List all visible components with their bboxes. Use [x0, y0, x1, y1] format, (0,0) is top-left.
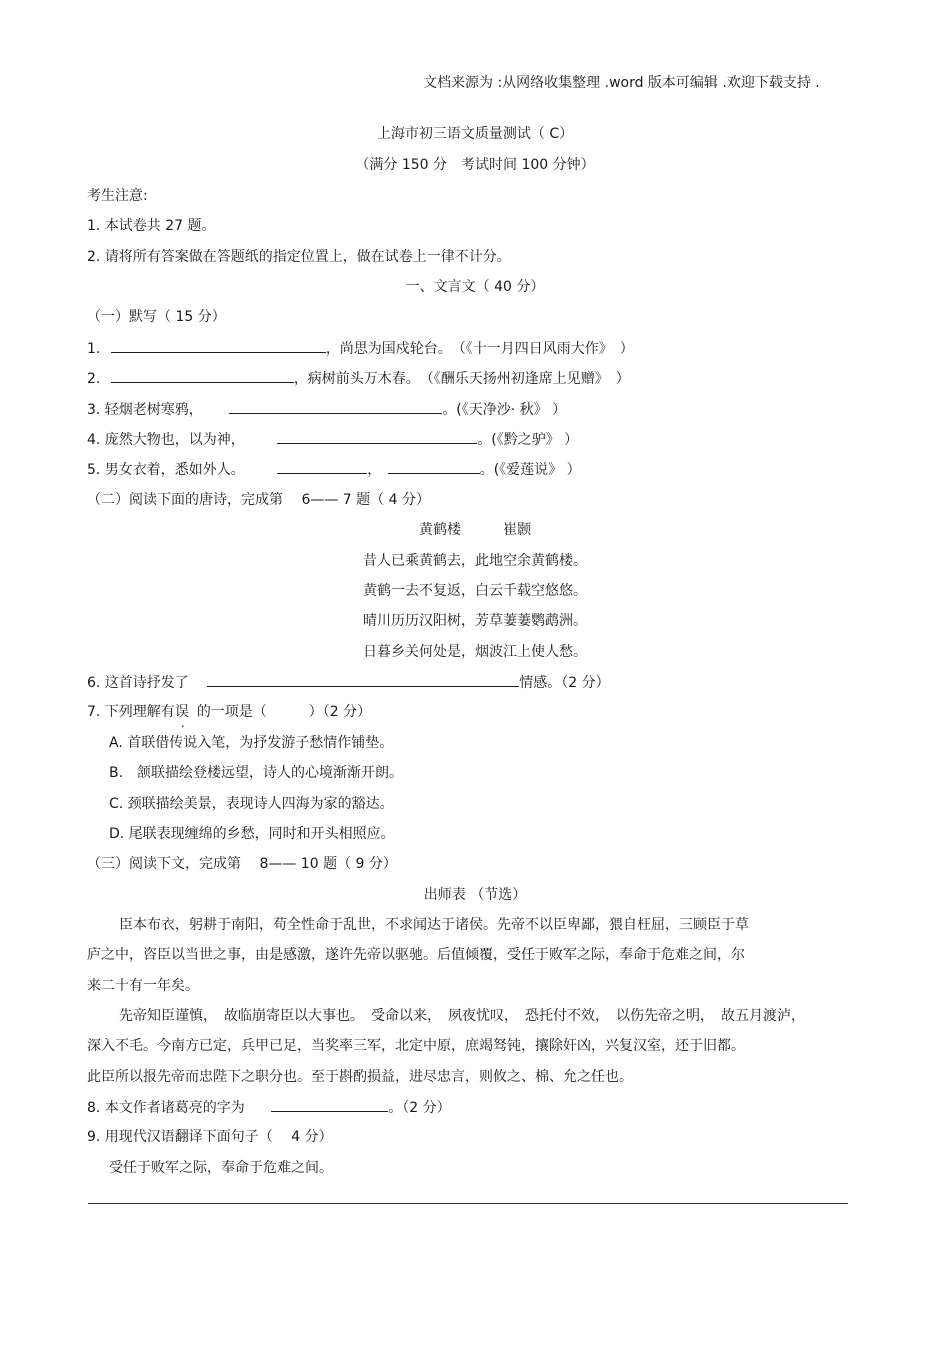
option-b: B. 颔联描绘登楼远望，诗人的心境渐渐开朗。: [109, 765, 404, 781]
part3-title: （三）阅读下文，完成第 8—— 10 题（ 9 分）: [87, 856, 397, 872]
passage-title: 出师表 （节选）: [423, 887, 527, 903]
section-title: 一、文言文（ 40 分）: [405, 279, 545, 295]
part2-title: （二）阅读下面的唐诗，完成第 6—— 7 题（ 4 分）: [87, 492, 430, 508]
answer-blank[interactable]: [388, 460, 480, 474]
emphasis-mark: 误: [174, 704, 189, 720]
question-text: ，病树前头万木春。 （《酬乐天扬州初逢席上见赠》 ）: [293, 371, 630, 387]
answer-blank[interactable]: [207, 673, 519, 687]
answer-blank[interactable]: [111, 339, 326, 353]
passage-line: 臣本布衣，躬耕于南阳，苟全性命于乱世，不求闻达于诸侯。先帝不以臣卑鄙，猥自枉屈，三顾臣于草: [119, 917, 749, 933]
poem-title: 黄鹤楼 崔颢: [419, 522, 531, 538]
exam-subtitle: （满分 150 分 考试时间 100 分钟）: [355, 157, 595, 173]
question-1: [87, 339, 634, 358]
notice-label: 考生注意:: [87, 188, 148, 204]
question-text: 。(《爱莲说》 ）: [479, 462, 581, 478]
question-text: 。（2 分）: [388, 1100, 451, 1116]
notice-item-2: 2. 请将所有答案做在答题纸的指定位置上，做在试卷上一律不计分。: [87, 249, 511, 265]
question-text: 6. 这首诗抒发了: [87, 675, 189, 691]
question-5: [87, 460, 581, 479]
part1-title: （一）默写（ 15 分）: [87, 309, 226, 325]
question-text: 7. 下列理解有: [87, 704, 175, 720]
question-number: 1.: [87, 341, 101, 357]
question-number: 2.: [87, 371, 101, 387]
passage-line: 此臣所以报先帝而忠陛下之职分也。至于斟酌损益，进尽忠言，则攸之、棉、允之任也。: [87, 1069, 633, 1085]
passage-line: 深入不毛。今南方已定，兵甲已足，当奖率三军，北定中原，庶竭驽钝，攘除奸凶，兴复汉室，还于旧都。: [87, 1038, 745, 1054]
answer-blank[interactable]: [277, 430, 477, 444]
passage-line: 先帝知臣谨慎， 故临崩寄臣以大事也。 受命以来， 夙夜忧叹， 恐托付不效， 以伤先帝之明， 故五月渡泸，: [119, 1008, 805, 1024]
question-text: 3. 轻烟老树寒鸦，: [87, 402, 203, 418]
exam-title: 上海市初三语文质量测试（ C）: [376, 126, 574, 142]
poem-line: 黄鹤一去不复返，白云千载空悠悠。: [363, 583, 587, 599]
notice-item-1: 1. 本试卷共 27 题。: [87, 218, 216, 234]
answer-line[interactable]: [88, 1203, 848, 1204]
question-3: [87, 400, 566, 419]
poem-line: 晴川历历汉阳树，芳草萋萋鹦鹉洲。: [363, 613, 587, 629]
translation-sentence: 受任于败军之际，奉命于危难之间。: [109, 1160, 333, 1176]
question-9: 9. 用现代汉语翻译下面句子（ 4 分）: [87, 1129, 333, 1145]
passage-line: 庐之中，咨臣以当世之事，由是感激，遂许先帝以驱驰。后值倾覆，受任于败军之际，奉命于危难之间，尔: [87, 947, 745, 963]
option-d: D. 尾联表现缠绵的乡愁，同时和开头相照应。: [109, 826, 395, 842]
question-text: ，尚思为国戍轮台。 （《十一月四日风雨大作》 ）: [325, 341, 634, 357]
question-text: 4. 庞然大物也，以为神，: [87, 432, 245, 448]
question-text: 情感。（2 分）: [519, 675, 610, 691]
option-a: A. 首联借传说入笔，为抒发游子愁情作铺垫。: [109, 735, 394, 751]
poem-line: 日暮乡关何处是，烟波江上使人愁。: [363, 644, 587, 660]
question-text: ，: [367, 462, 382, 478]
answer-blank[interactable]: [271, 1098, 388, 1112]
question-8: [87, 1098, 451, 1117]
answer-blank[interactable]: [229, 400, 442, 414]
question-text: 的一项是（ ）（2 分）: [196, 704, 372, 720]
answer-blank[interactable]: [111, 369, 294, 383]
question-text: 5. 男女衣着，悉如外人。: [87, 462, 245, 478]
question-2: [87, 369, 630, 388]
answer-blank[interactable]: [277, 460, 367, 474]
poem-line: 昔人已乘黄鹤去，此地空余黄鹤楼。: [363, 553, 587, 569]
passage-line: 来二十有一年矣。: [87, 978, 199, 994]
question-4: [87, 430, 578, 449]
question-6: [87, 673, 610, 692]
question-text: 。(《天净沙· 秋》 ）: [442, 402, 567, 418]
option-c: C. 颈联描绘美景，表现诗人四海为家的豁达。: [109, 796, 394, 812]
question-text: 。(《黔之驴》 ）: [477, 432, 579, 448]
question-text: 8. 本文作者诸葛亮的字为: [87, 1100, 245, 1116]
question-7: [87, 703, 371, 721]
header-note: 文档来源为 :从网络收集整理 .word 版本可编辑 .欢迎下载支持 .: [423, 75, 820, 91]
